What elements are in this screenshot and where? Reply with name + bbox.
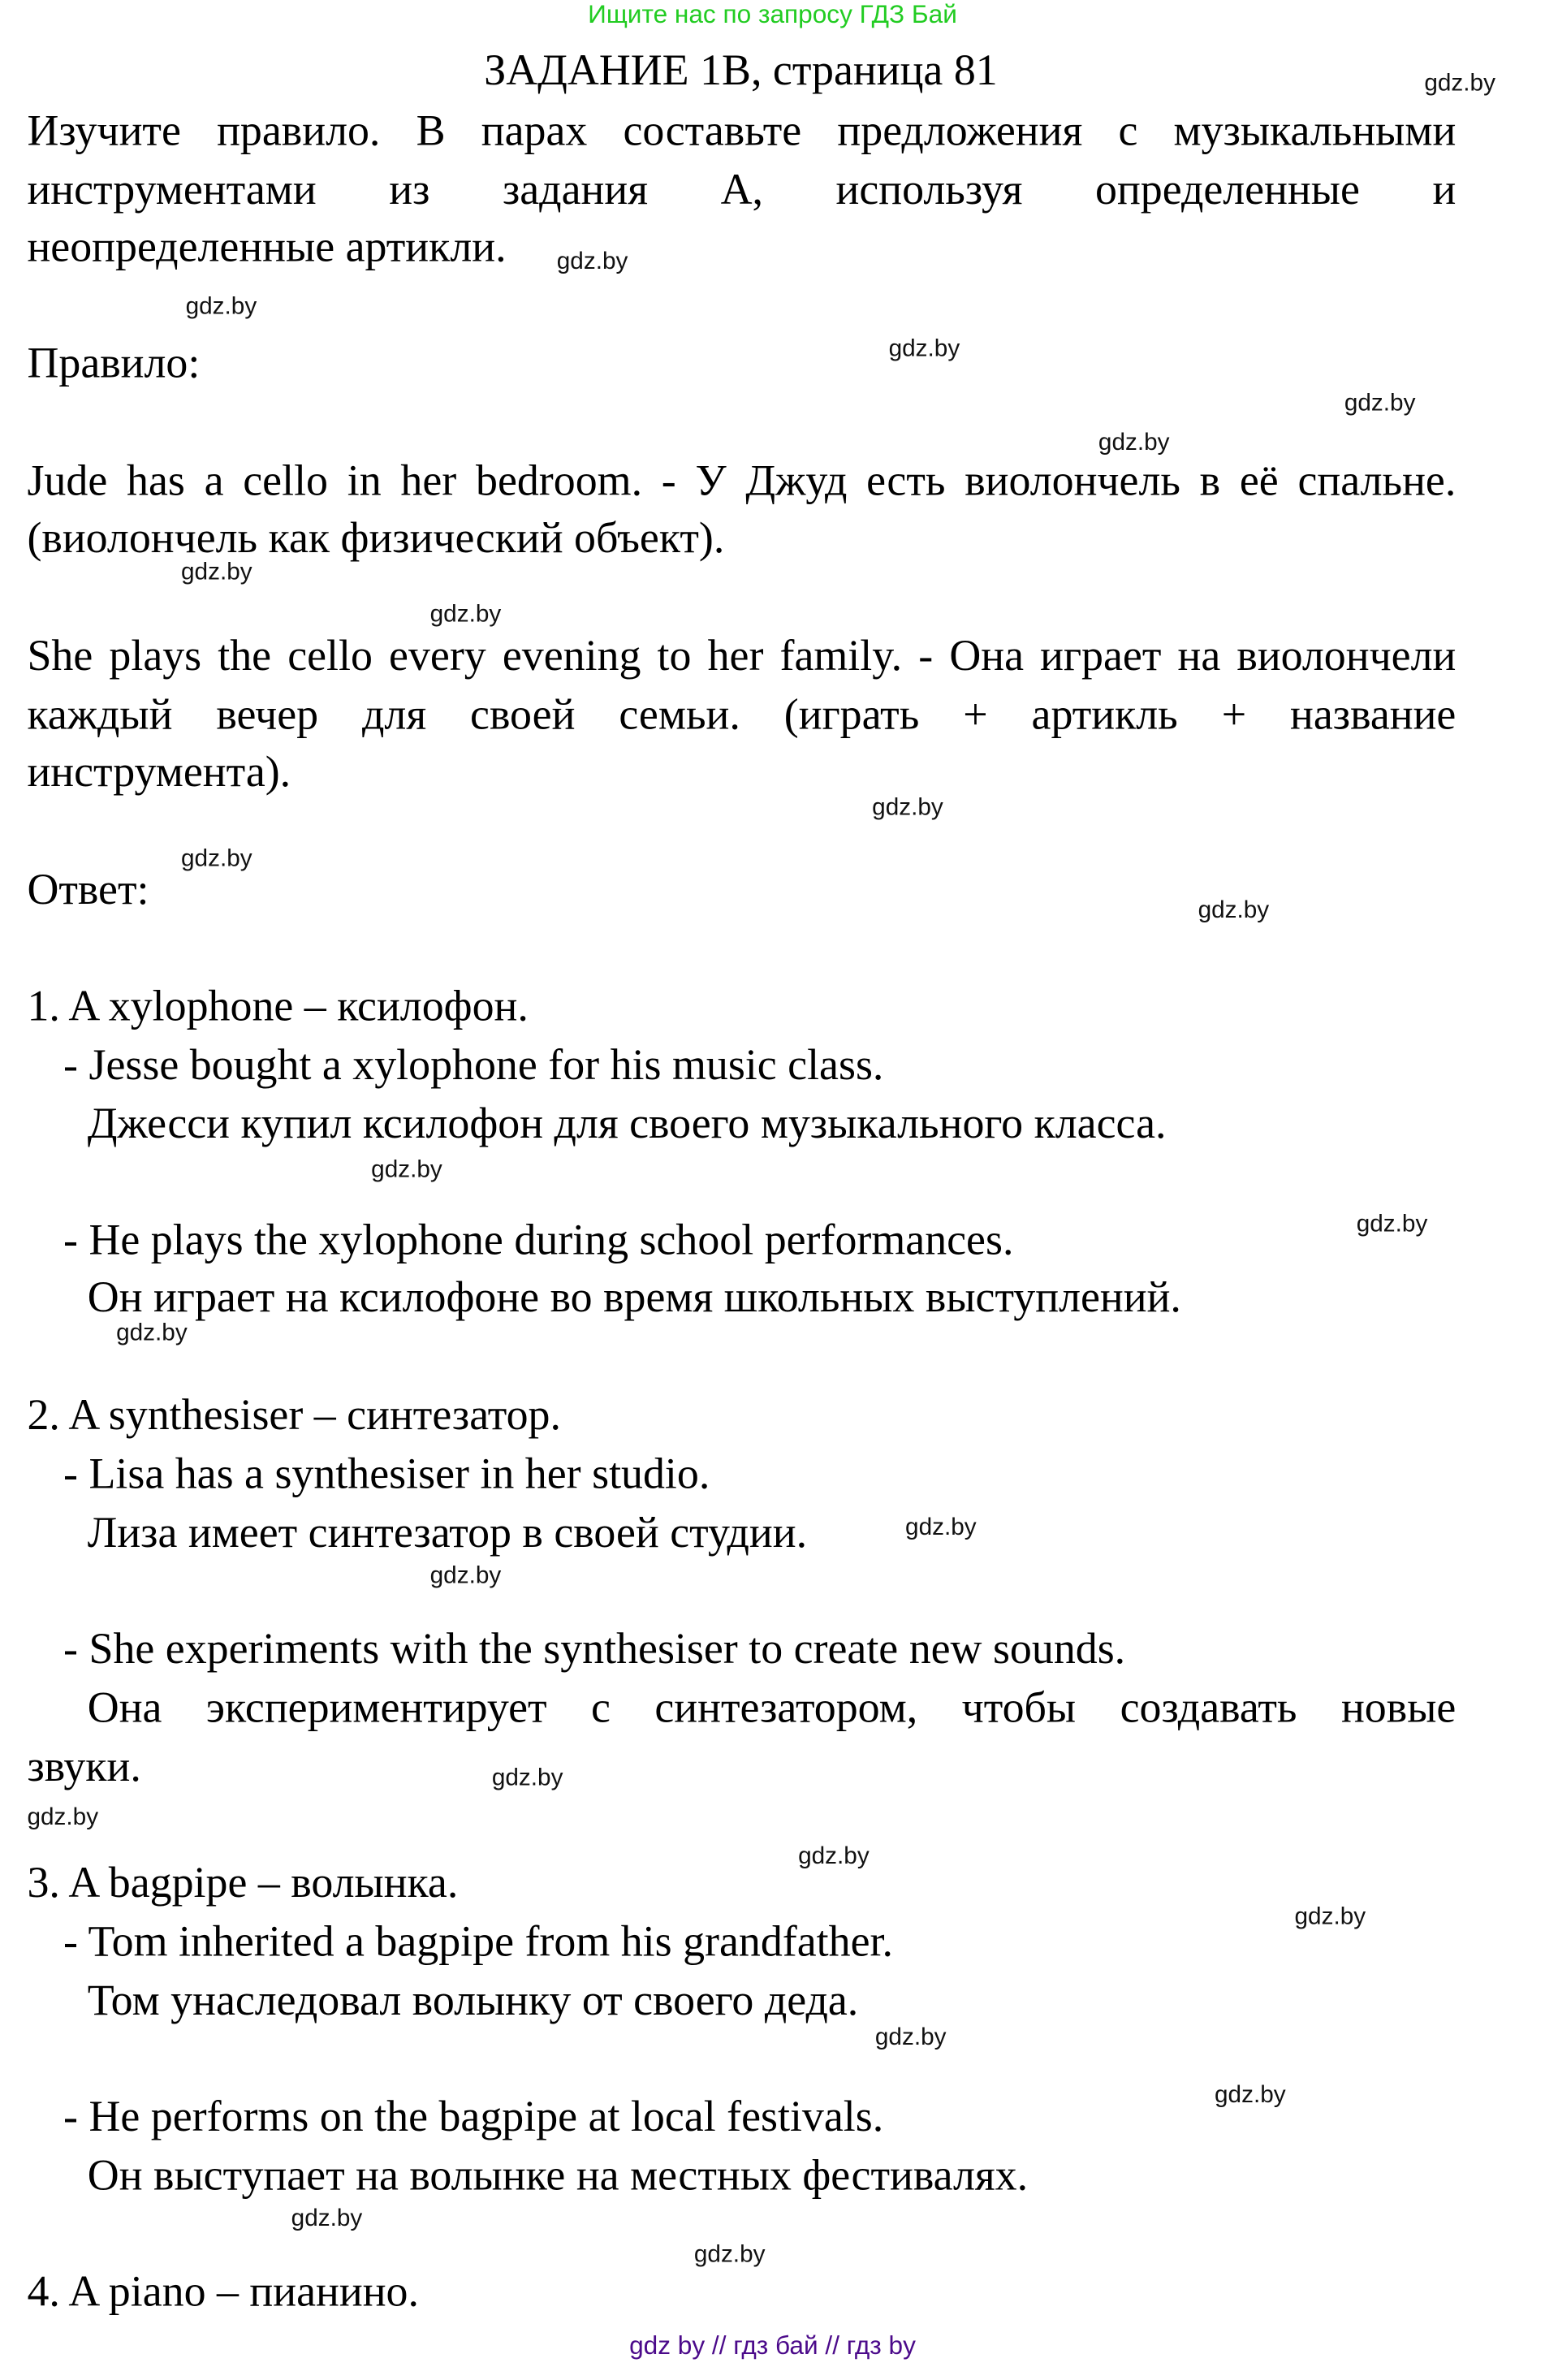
watermark: gdz.by — [1424, 71, 1495, 97]
watermark: gdz.by — [1215, 2082, 1286, 2109]
page-title: ЗАДАНИЕ 1В, страница 81 — [484, 46, 998, 96]
watermark: gdz.by — [1198, 897, 1270, 924]
watermark: gdz.by — [371, 1157, 442, 1183]
watermark: gdz.by — [429, 602, 502, 628]
watermark: gdz.by — [693, 2242, 766, 2269]
watermark: gdz.by — [874, 2024, 947, 2051]
search-banner: Ищите нас по запросу ГДЗ Бай — [588, 0, 957, 29]
watermark: gdz.by — [181, 559, 252, 586]
task-line: инструментами из задания А, используя определенные и — [27, 166, 1457, 214]
rule-label: Правило: — [27, 339, 201, 388]
answer-line: Он играет на ксилофоне во время школьных выступлений. — [87, 1273, 1181, 1322]
answer-line: - Tom inherited a bagpipe from his grandfather. — [63, 1918, 893, 1967]
watermark: gdz.by — [181, 846, 252, 873]
answer-heading: 4. A piano – пианино. — [27, 2268, 419, 2317]
answer-line: Он выступает на волынке на местных фестивалях. — [87, 2152, 1029, 2201]
footer-links[interactable]: gdz by // гдз бай // гдз by — [629, 2331, 916, 2361]
rule-line: She plays the cello every evening to her family. - Она играет на виолончели — [27, 632, 1457, 681]
answer-label: Ответ: — [27, 866, 149, 915]
watermark: gdz.by — [872, 795, 943, 821]
answer-line: Лиза имеет синтезатор в своей студии. — [87, 1509, 808, 1557]
answer-heading: 2. A synthesiser – синтезатор. — [27, 1391, 561, 1440]
watermark: gdz.by — [491, 1765, 563, 1791]
watermark: gdz.by — [905, 1514, 977, 1541]
rule-line: (виолончель как физический объект). — [27, 514, 725, 564]
watermark: gdz.by — [185, 294, 257, 320]
answer-line: Том унаследовал волынку от своего деда. — [87, 1976, 859, 2025]
watermark: gdz.by — [1098, 430, 1170, 456]
rule-line: инструмента). — [27, 748, 291, 797]
watermark: gdz.by — [1294, 1904, 1366, 1930]
watermark: gdz.by — [798, 1843, 870, 1870]
answer-line: - Lisa has a synthesiser in her studio. — [63, 1449, 710, 1499]
answer-line: - She experiments with the synthesiser to create new sounds. — [63, 1625, 1126, 1674]
answer-line: Она экспериментирует с синтезатором, чтобы создавать новые — [87, 1683, 1457, 1733]
rule-line: Jude has a cello in her bedroom. - У Джуд есть виолончель в её спальне. — [27, 457, 1457, 506]
answer-heading: 3. A bagpipe – волынка. — [27, 1859, 459, 1908]
watermark: gdz.by — [1344, 391, 1416, 417]
task-line: неопределенные артикли. — [27, 223, 507, 272]
answer-line: - He plays the xylophone during school performances. — [63, 1216, 1014, 1265]
answer-line: звуки. — [27, 1743, 141, 1791]
answer-line: - Jesse bought a xylophone for his music class. — [63, 1041, 884, 1090]
answer-line: Джесси купил ксилофон для своего музыкального класса. — [87, 1099, 1167, 1149]
watermark: gdz.by — [888, 336, 960, 363]
watermark: gdz.by — [116, 1320, 188, 1346]
watermark: gdz.by — [27, 1804, 99, 1831]
task-line: Изучите правило. В парах составьте предложения с музыкальными — [27, 106, 1457, 156]
watermark: gdz.by — [291, 2205, 363, 2232]
watermark: gdz.by — [1356, 1212, 1428, 1238]
rule-line: каждый вечер для своей семьи. (играть + артикль + название — [27, 691, 1457, 740]
answer-heading: 1. A xylophone – ксилофон. — [27, 982, 529, 1031]
watermark: gdz.by — [429, 1563, 502, 1589]
answer-line: - He performs on the bagpipe at local festivals. — [63, 2093, 884, 2142]
watermark: gdz.by — [556, 248, 628, 275]
